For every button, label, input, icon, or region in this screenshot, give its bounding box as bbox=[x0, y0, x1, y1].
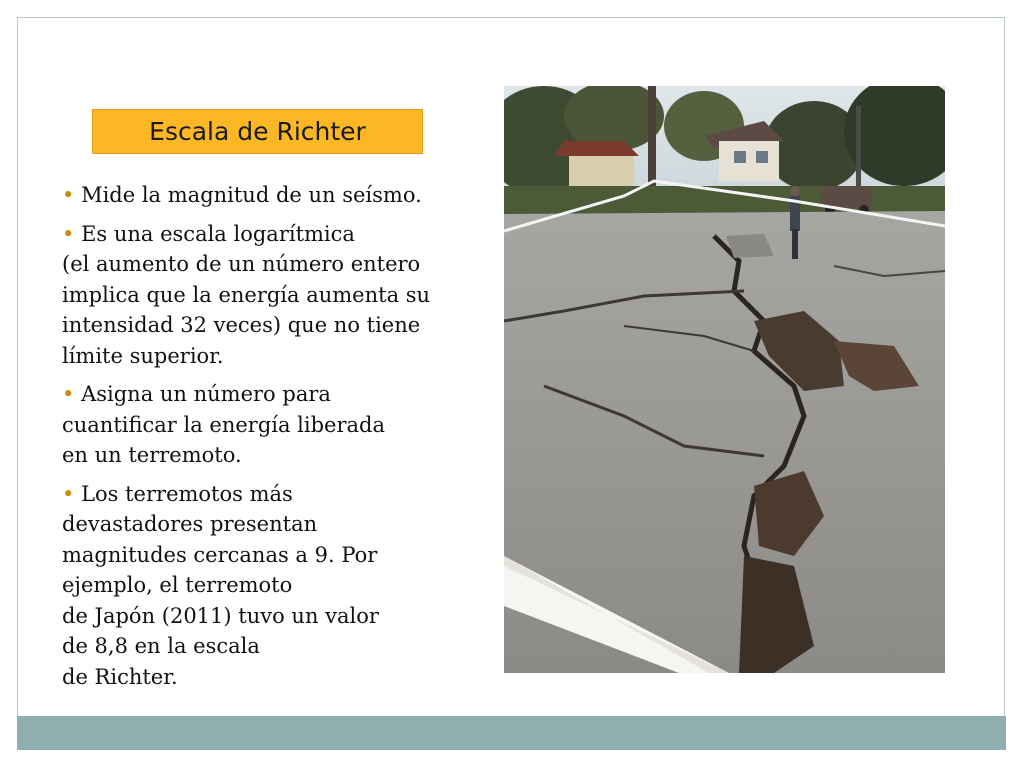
bullet-text: Asigna un número para cuantificar la energía liberada en un terremoto. bbox=[62, 382, 385, 467]
bullet-item bbox=[62, 479, 482, 693]
bullet-item bbox=[62, 379, 482, 471]
bullet-dot: • bbox=[62, 382, 75, 406]
bullet-text: Mide la magnitud de un seísmo. bbox=[81, 183, 422, 207]
bullet-dot: • bbox=[62, 183, 75, 207]
slide-title bbox=[92, 109, 423, 154]
footer-band bbox=[17, 716, 1006, 750]
earthquake-photo bbox=[504, 86, 945, 673]
bullet-text: Es una escala logarítmica (el aumento de un número entero implica que la energía aumenta su intensidad 32 veces) que no tiene límite superior. bbox=[62, 221, 431, 368]
bullet-dot: • bbox=[62, 221, 75, 246]
bullet-item bbox=[62, 180, 482, 211]
earthquake-photo-illustration bbox=[504, 86, 945, 673]
bullet-list bbox=[62, 180, 482, 700]
slide-title-text: Escala de Richter bbox=[149, 117, 366, 146]
bullet-text: Los terremotos más devastadores presentan magnitudes cercanas a 9. Por ejemplo, el terremoto de Japón (2011) tuvo un valor de 8,8 en la escala de Richter. bbox=[62, 481, 379, 689]
bullet-item bbox=[62, 219, 482, 372]
bullet-dot: • bbox=[62, 481, 75, 506]
